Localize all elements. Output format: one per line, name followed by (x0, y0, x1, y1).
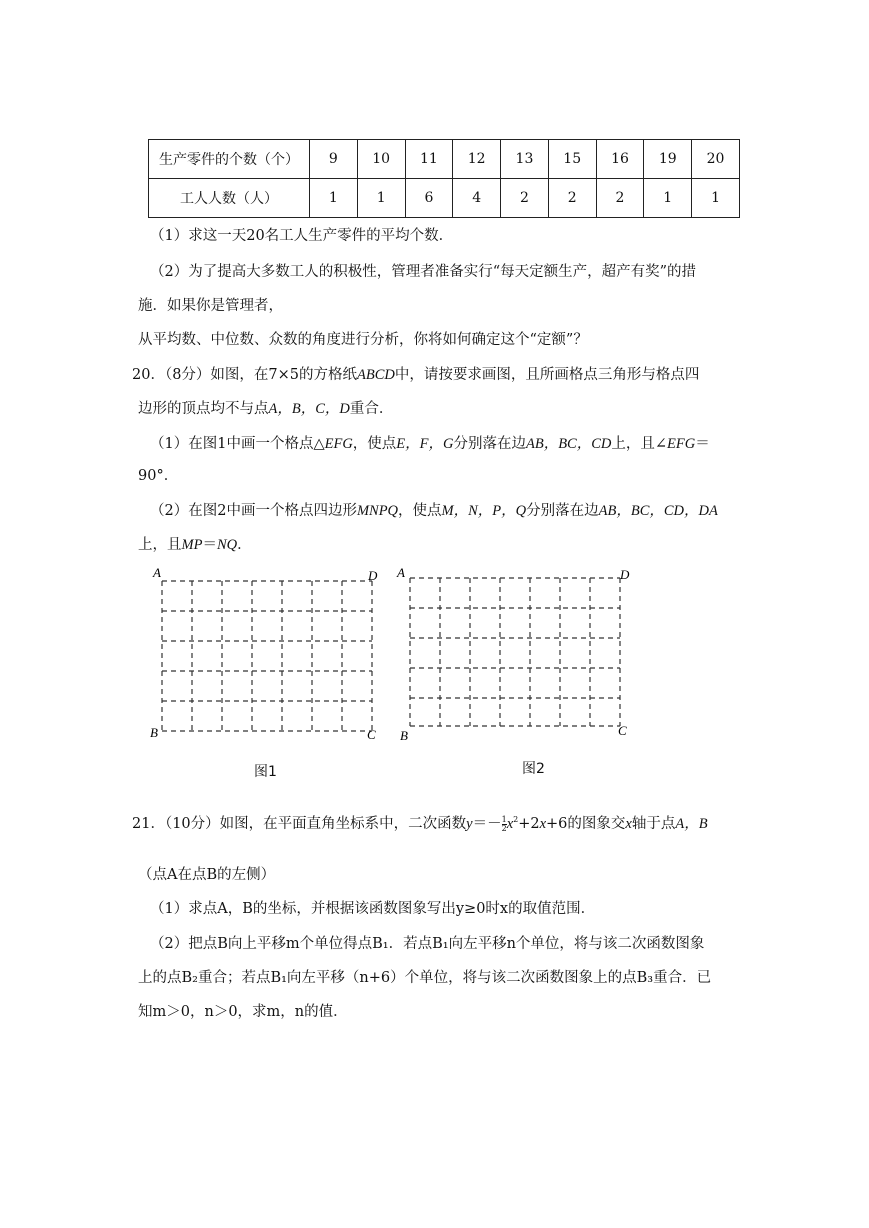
production-table (148, 139, 740, 218)
q21-var: x (506, 816, 514, 832)
q20-var: AB，BC，CD，DA (598, 503, 718, 519)
q21-line2: （点A在点B的左侧） (138, 867, 276, 883)
table-cell: 19 (644, 140, 692, 179)
q20-var: M，N，P，Q (441, 503, 527, 519)
q20-text: ． (237, 537, 252, 553)
vertex-label-a: A (397, 565, 405, 580)
table-cell: 13 (501, 140, 549, 179)
table-cell: 6 (405, 179, 453, 218)
q20-var: ABCD (357, 367, 395, 383)
table-cell: 生产零件的个数（个） (149, 140, 310, 179)
q21-part2-line2: 上的点B₂重合；若点B₁向左平移（n+6）个单位，将与该二次函数图象上的点B₃重合．已 (138, 970, 712, 986)
q20-var: AB，BC，CD (525, 436, 612, 452)
table-row (149, 179, 740, 218)
q20-text: 分别落在边 (453, 436, 526, 452)
q21-part1: （1）求点A，B的坐标，并根据该函数图象写出y≥0时x的取值范围． (150, 901, 596, 917)
q21-text: +2 (518, 816, 540, 832)
table-cell: 9 (310, 140, 358, 179)
q20-text: ＝ (695, 436, 710, 452)
grid-lines (410, 578, 620, 726)
vertex-label-c: C (618, 723, 627, 738)
table-cell: 4 (453, 179, 501, 218)
q20-text: 分别落在边 (526, 503, 599, 519)
table-cell: 12 (453, 140, 501, 179)
table-cell: 1 (692, 179, 740, 218)
vertex-label-d: D (368, 568, 378, 583)
q20-var: E，F，G (396, 436, 454, 452)
table-cell: 1 (357, 179, 405, 218)
table-cell: 2 (596, 179, 644, 218)
figure-1-caption: 图1 (254, 764, 277, 780)
q20-var: EFG (324, 436, 353, 452)
q20-part2 (150, 499, 718, 520)
q21-var: x (539, 816, 547, 832)
q21-text: ＝－ (472, 816, 502, 832)
figure-2-caption: 图2 (522, 761, 545, 777)
q20-var: EFG (667, 436, 696, 452)
q21-part2-line3: 知m＞0，n＞0，求m，n的值． (138, 1004, 348, 1020)
q20-part2-cont (138, 533, 252, 554)
q20-text: ＝ (202, 537, 217, 553)
vertex-label-b: B (150, 725, 158, 740)
q20-part1-cont: 90°． (138, 468, 179, 484)
vertex-label-c: C (367, 727, 376, 742)
table-cell: 16 (596, 140, 644, 179)
table-cell: 2 (548, 179, 596, 218)
table-row (149, 140, 740, 179)
vertex-label-b: B (400, 728, 408, 743)
table-cell: 11 (405, 140, 453, 179)
fraction-denominator: 2 (501, 823, 507, 833)
q21-text: 轴于点 (631, 816, 676, 832)
q20-text: 上，且 (138, 537, 182, 553)
q21-text: +6的图象交 (546, 816, 626, 832)
q20-text: ，使点 (352, 436, 397, 452)
grid-lines (162, 581, 372, 731)
q19-part2-line2: 施．如果你是管理者， (138, 298, 283, 314)
q20-text: 中，请按要求画图，且所画格点三角形与格点四 (394, 367, 700, 383)
q20-text: （1）在图1中画一个格点△ (150, 436, 325, 452)
q19-part2-line1: （2）为了提高大多数工人的积极性，管理者准备实行“每天定额生产，超产有奖”的措 (150, 264, 697, 280)
q20-text: （2）在图2中画一个格点四边形 (150, 503, 357, 519)
q21-var: A，B (675, 816, 708, 832)
q21-part2-line1: （2）把点B向上平移m个单位得点B₁．若点B₁向左平移n个单位，将与该二次函数图象 (150, 936, 705, 952)
grid-figure-2 (395, 562, 640, 747)
q19-part2-line3: 从平均数、中位数、众数的角度进行分析，你将如何确定这个“定额”？ (138, 332, 588, 348)
table-cell: 20 (692, 140, 740, 179)
q20-part1 (150, 432, 710, 453)
grid-figure-1 (148, 565, 388, 750)
q20-var: NQ (216, 537, 238, 553)
table-cell: 工人人数（人） (149, 179, 310, 218)
q20-var: A，B，C，D (268, 401, 350, 417)
vertex-label-a: A (153, 565, 161, 580)
q20-text: 20．（8分）如图，在7×5的方格纸 (132, 367, 358, 383)
vertex-label-d: D (620, 567, 630, 582)
q21-text: 21．（10分）如图，在平面直角坐标系中，二次函数 (132, 816, 467, 832)
q20-var: MP (181, 537, 203, 553)
q20-text: 边形的顶点均不与点 (138, 401, 269, 417)
q20-line2 (138, 397, 393, 418)
q20-line1 (132, 363, 699, 384)
fraction-numerator: 1 (501, 814, 507, 824)
q20-text: 重合． (349, 401, 394, 417)
q20-text: 上，且∠ (611, 436, 668, 452)
q21-var: x (625, 816, 632, 832)
q21-var: y (466, 816, 473, 832)
table-cell: 2 (501, 179, 549, 218)
q20-var: MNPQ (356, 503, 399, 519)
table-cell: 15 (548, 140, 596, 179)
q19-part1: （1）求这一天20名工人生产零件的平均个数． (150, 228, 454, 244)
q20-text: ，使点 (398, 503, 442, 519)
table-cell: 10 (357, 140, 405, 179)
q21-line1: 21．（10分）如图，在平面直角坐标系中，二次函数y＝－ $\frac{1}{2}$ $x^2+2x+6$的图象交x轴于点A，B (132, 814, 708, 833)
table-cell: 1 (310, 179, 358, 218)
table-cell: 1 (644, 179, 692, 218)
